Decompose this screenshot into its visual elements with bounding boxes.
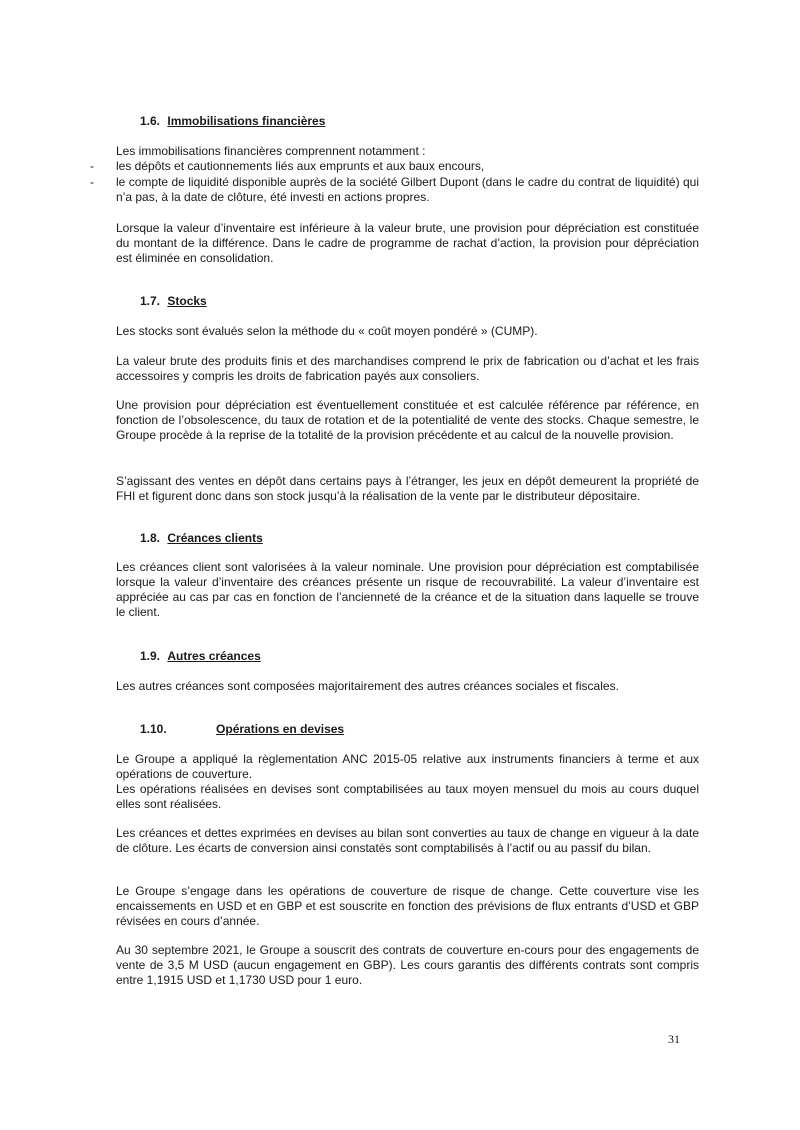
page-number: 31 bbox=[668, 1032, 680, 1046]
section-title: Immobilisations financières bbox=[167, 114, 326, 128]
section-number: 1.10. bbox=[140, 722, 167, 736]
paragraph: Les stocks sont évalués selon la méthode du « coût moyen pondéré » (CUMP). bbox=[116, 324, 538, 338]
paragraph: Lorsque la valeur d’inventaire est inférieure à la valeur brute, une provision pour dépréciation est constituée du montant de la différence. Dans le cadre de programme de rachat d’action, la provision pour dépréciation est éliminée en consolidation. bbox=[116, 221, 699, 265]
paragraph: Les créances et dettes exprimées en devises au bilan sont converties au taux de change en vigueur à la date de clôture. Les écarts de conversion ainsi constatés sont comptabilisés à l’actif ou au passif du bilan. bbox=[116, 826, 699, 855]
paragraph: Une provision pour dépréciation est éventuellement constituée et est calculée référence par référence, en fonction de l’obsolescence, du taux de rotation et de la potentialité de vente des stocks. Chaque semestre, le Groupe procède à la reprise de la totalité de la provision précédente et au calcul de la nouvelle provision. bbox=[116, 398, 699, 442]
section-number: 1.6. bbox=[140, 114, 161, 128]
section-number: 1.8. bbox=[140, 531, 161, 545]
paragraph: Le Groupe a appliqué la règlementation ANC 2015-05 relative aux instruments financiers à terme et aux opérations de couverture. bbox=[116, 752, 699, 781]
paragraph: Les autres créances sont composées majoritairement des autres créances sociales et fiscales. bbox=[116, 679, 619, 693]
bullet-marker: - bbox=[90, 175, 94, 189]
bullet-marker: - bbox=[90, 159, 94, 173]
section-heading-1-7 bbox=[140, 294, 207, 309]
paragraph: Le Groupe s’engage dans les opérations de couverture de risque de change. Cette couverture vise les encaissements en USD et en GBP et est souscrite en fonction des prévisions de flux entrants d’USD et GBP révisées en cours d’année. bbox=[116, 884, 699, 928]
paragraph: S’agissant des ventes en dépôt dans certains pays à l’étranger, les jeux en dépôt demeurent la propriété de FHI et figurent donc dans son stock jusqu’à la réalisation de la vente par le distributeur dépositaire. bbox=[116, 474, 699, 503]
section-title: Stocks bbox=[167, 294, 207, 308]
list-item: les dépôts et cautionnements liés aux emprunts et aux baux encours, bbox=[116, 159, 485, 173]
section-heading-1-6 bbox=[140, 114, 325, 129]
paragraph: Les créances client sont valorisées à la valeur nominale. Une provision pour dépréciation est comptabilisée lorsque la valeur d’inventaire des créances présente un risque de recouvrabilité. La valeur d’inventaire est appréciée au cas par cas en fonction de l’ancienneté de la créance et de la situation dans laquelle se trouve le client. bbox=[116, 560, 699, 619]
paragraph: La valeur brute des produits finis et des marchandises comprend le prix de fabrication ou d’achat et les frais accessoires y compris les droits de fabrication payés aux consoliers. bbox=[116, 354, 699, 383]
paragraph: Au 30 septembre 2021, le Groupe a souscrit des contrats de couverture en-cours pour des engagements de vente de 3,5 M USD (aucun engagement en GBP). Les cours garantis des différents contrats sont compris entre 1,1915 USD et 1,1730 USD pour 1 euro. bbox=[116, 943, 699, 987]
paragraph: Les opérations réalisées en devises sont comptabilisées au taux moyen mensuel du mois au cours duquel elles sont réalisées. bbox=[116, 782, 699, 811]
paragraph: Les immobilisations financières comprennent notamment : bbox=[116, 144, 426, 158]
section-title: Opérations en devises bbox=[216, 722, 345, 736]
section-title: Créances clients bbox=[167, 531, 263, 545]
section-heading-1-10 bbox=[140, 722, 344, 737]
section-number: 1.9. bbox=[140, 649, 161, 663]
section-heading-1-8 bbox=[140, 531, 263, 546]
section-title: Autres créances bbox=[167, 649, 261, 663]
section-number: 1.7. bbox=[140, 294, 161, 308]
list-item: le compte de liquidité disponible auprès de la société Gilbert Dupont (dans le cadre du contrat de liquidité) qui n’a pas, à la date de clôture, été investi en actions propres. bbox=[116, 175, 699, 204]
section-heading-1-9 bbox=[140, 649, 261, 664]
